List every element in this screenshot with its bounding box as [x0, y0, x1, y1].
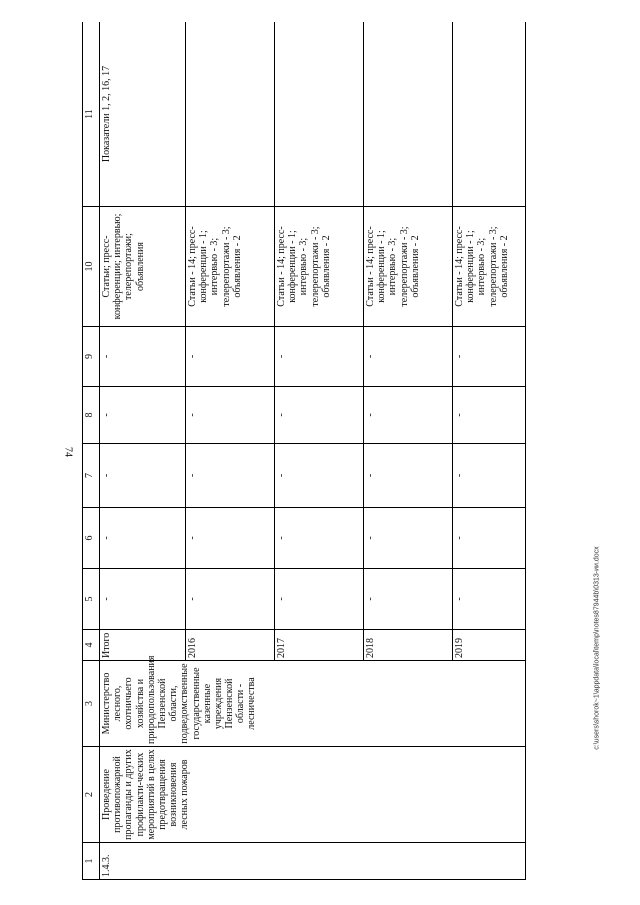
- empty-cell: [364, 22, 453, 207]
- col-header-6: 6: [83, 508, 100, 569]
- table-row-total: [100, 22, 186, 880]
- result-cell: Статьи; пресс-конференции; интервью; телерепортажи; объявления: [100, 207, 186, 327]
- value-cell-6: -: [275, 508, 364, 569]
- value-cell-6: -: [453, 508, 526, 569]
- col-header-3: 3: [83, 661, 100, 747]
- year-cell: 2017: [275, 630, 364, 661]
- empty-cell: [186, 22, 275, 207]
- activity-name-cell: Проведение противопожарной пропаганды и других профилакти-ческих мероприятий в целях предотвращения возникновения лесных пожаров: [100, 747, 526, 843]
- year-cell: Итого: [100, 630, 186, 661]
- col-header-1: 1: [83, 843, 100, 880]
- col-header-9: 9: [83, 327, 100, 387]
- col-header-7: 7: [83, 444, 100, 508]
- result-cell: Статьи - 14; пресс-конференции - 1; интервью - 3; телерепортажи - 3; объявления - 2: [186, 207, 275, 327]
- value-cell-5: -: [275, 569, 364, 630]
- column-number-row: [83, 22, 100, 880]
- value-cell-6: -: [364, 508, 453, 569]
- col-header-8: 8: [83, 387, 100, 444]
- value-cell-9: -: [275, 327, 364, 387]
- year-cell: 2016: [186, 630, 275, 661]
- result-cell: Статьи - 14; пресс-конференции - 1; интервью - 3; телерепортажи - 3; объявления - 2: [364, 207, 453, 327]
- value-cell-9: -: [453, 327, 526, 387]
- indicators-cell: Показатели 1, 2, 16, 17: [100, 22, 186, 207]
- row-number-cell: 1.4.3.: [100, 843, 526, 880]
- value-cell-7: -: [186, 444, 275, 508]
- value-cell-8: -: [186, 387, 275, 444]
- result-cell: Статьи - 14; пресс-конференции - 1; интервью - 3; телерепортажи - 3; объявления - 2: [275, 207, 364, 327]
- empty-cell: [453, 22, 526, 207]
- value-cell-7: -: [275, 444, 364, 508]
- col-header-4: 4: [83, 630, 100, 661]
- value-cell-6: -: [100, 508, 186, 569]
- value-cell-5: -: [453, 569, 526, 630]
- value-cell-9: -: [364, 327, 453, 387]
- value-cell-7: -: [100, 444, 186, 508]
- value-cell-8: -: [453, 387, 526, 444]
- empty-cell: [275, 22, 364, 207]
- col-header-2: 2: [83, 747, 100, 843]
- col-header-10: 10: [83, 207, 100, 327]
- footer-file-path: c:\users\shorok~1\appdata\local\temp\notes87944b\0313-ии.docx: [593, 546, 601, 750]
- page-number: 74: [62, 447, 74, 457]
- year-cell: 2019: [453, 630, 526, 661]
- year-cell: 2018: [364, 630, 453, 661]
- rotated-table-frame: [82, 22, 526, 880]
- value-cell-8: -: [364, 387, 453, 444]
- value-cell-9: -: [186, 327, 275, 387]
- col-header-5: 5: [83, 569, 100, 630]
- rotated-page-container: [82, 22, 526, 880]
- executor-cell: Министерство лесного, охотничьего хозяйства и природопользования Пензенской области, подведомственные государственные казенные учреждения Пензенской области - лесничества: [100, 661, 526, 747]
- result-cell: Статьи - 14; пресс-конференции - 1; интервью - 3; телерепортажи - 3; объявления - 2: [453, 207, 526, 327]
- col-header-11: 11: [83, 22, 100, 207]
- value-cell-5: -: [364, 569, 453, 630]
- program-activity-table: [82, 22, 526, 880]
- value-cell-8: -: [100, 387, 186, 444]
- value-cell-5: -: [186, 569, 275, 630]
- value-cell-6: -: [186, 508, 275, 569]
- value-cell-7: -: [364, 444, 453, 508]
- value-cell-9: -: [100, 327, 186, 387]
- value-cell-7: -: [453, 444, 526, 508]
- value-cell-5: -: [100, 569, 186, 630]
- value-cell-8: -: [275, 387, 364, 444]
